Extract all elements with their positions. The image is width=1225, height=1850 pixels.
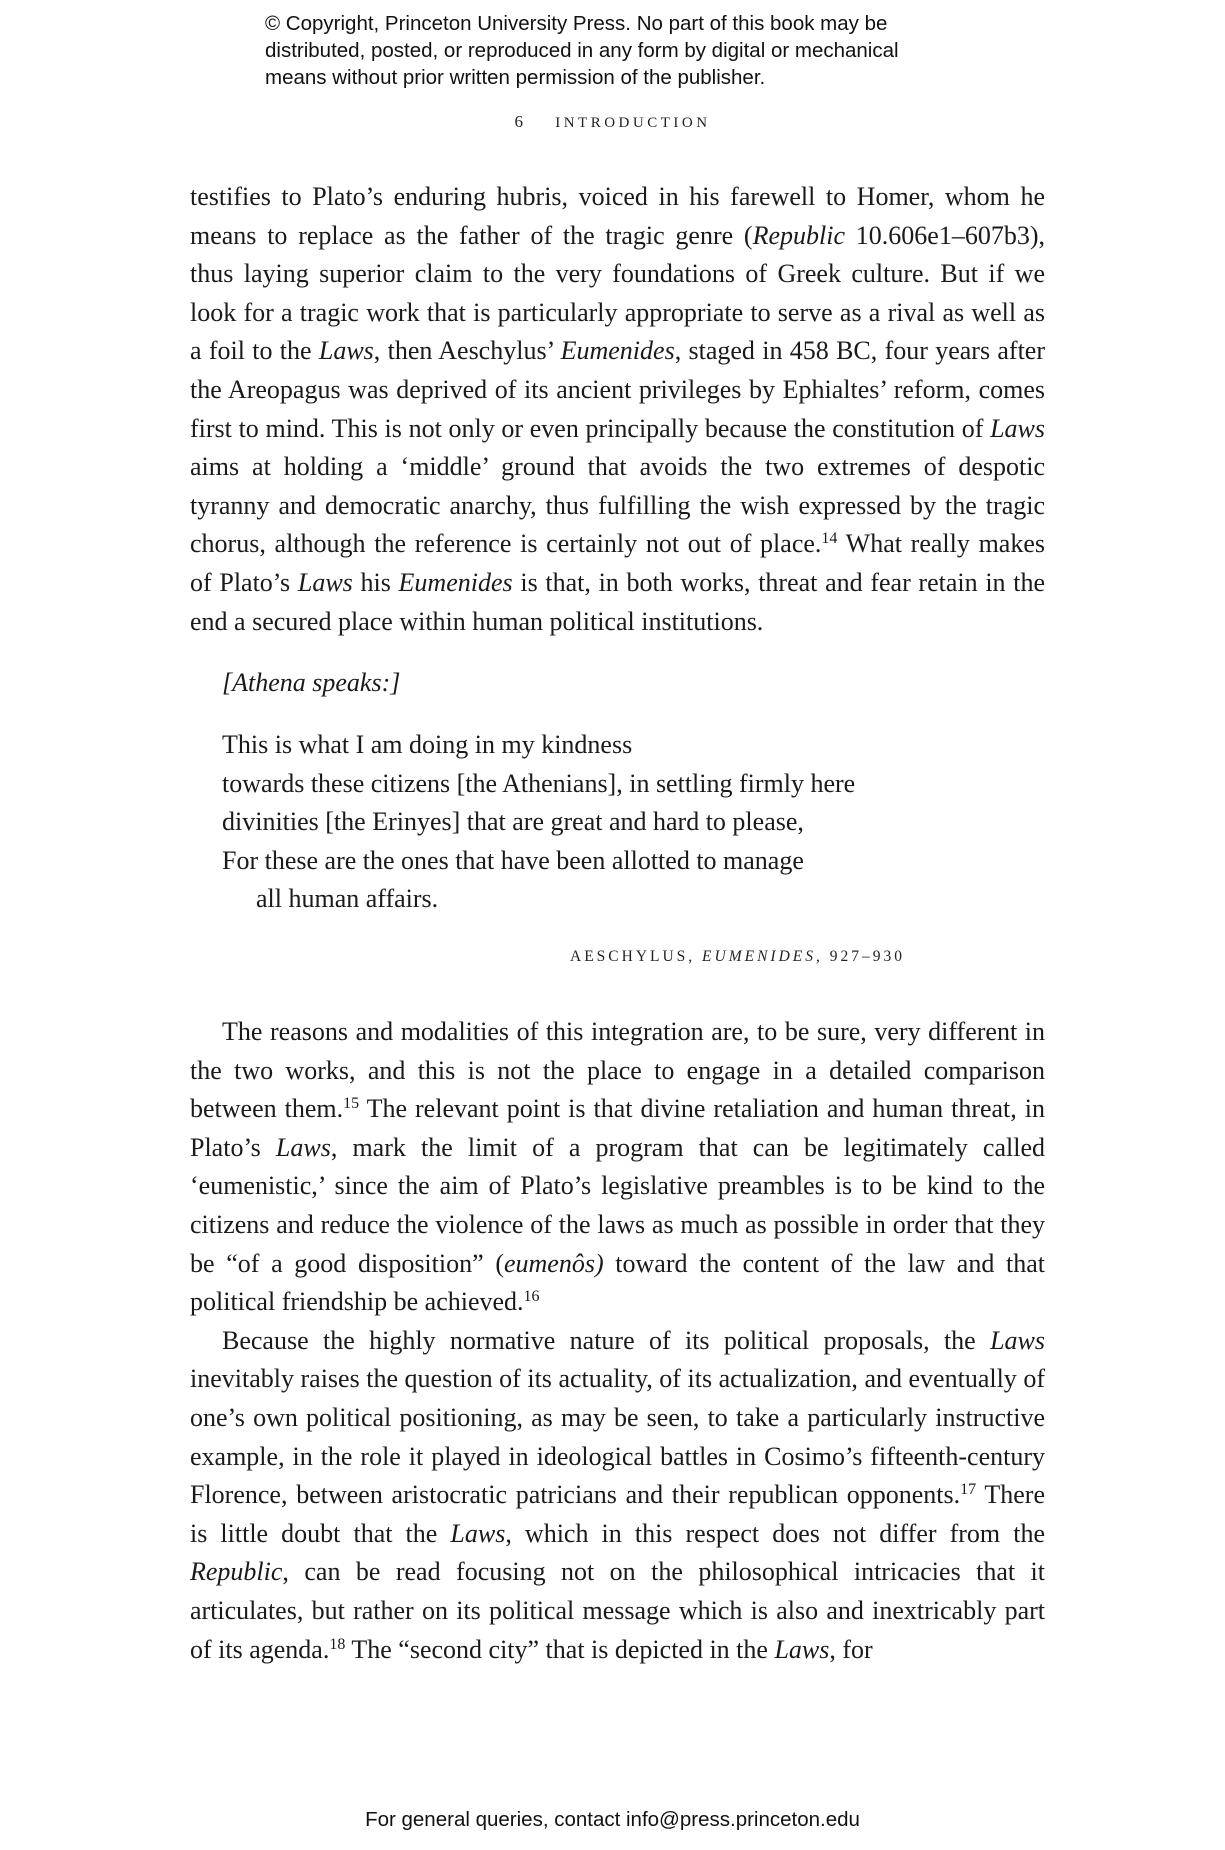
italic-run: Eumenides <box>398 567 513 597</box>
text-run: The “second city” that is depicted in the <box>345 1634 775 1664</box>
footnote-marker: 15 <box>343 1095 360 1113</box>
copyright-notice <box>265 10 985 91</box>
text-run: What really makes of Plato’s <box>190 529 1045 597</box>
quote-line: For these are the ones that have been allotted to manage <box>222 845 804 875</box>
quote-line: divinities [the Erinyes] that are great and hard to please, <box>222 807 804 837</box>
footnote-marker: 16 <box>523 1288 540 1306</box>
text-run: Because the highly normative nature of its political proposals, the <box>222 1325 991 1355</box>
italic-run: Laws <box>774 1634 830 1664</box>
text-run: testifies to Plato’s enduring hubris, voiced in his farewell to Homer, whom he means to replace as the father of the tragic genre ( <box>190 182 1045 250</box>
italic-run: Eumenides <box>560 336 675 366</box>
italic-run: Laws <box>990 1325 1045 1355</box>
attribution-lines: , 927–930 <box>816 948 905 965</box>
copyright-line: means without prior written permission of the publisher. <box>265 66 766 89</box>
text-run: , mark the limit of a program that can be legitimately called ‘eumenistic,’ since the aim of Plato’s legislative preambles is to be kind to the citizens and reduce the violence of the laws as much as possible in order that they be “of a good disposition” ( <box>190 1132 1045 1278</box>
italic-run: Laws <box>275 1132 331 1162</box>
paragraph-2 <box>190 1013 1045 1669</box>
text-run: aims at holding a ‘middle’ ground that avoids the two extremes of despotic tyranny and democratic anarchy, thus fulfilling the wish expressed by the tragic chorus, although the reference is certainly not out of place. <box>190 452 1045 559</box>
footnote-marker: 18 <box>329 1635 346 1653</box>
italic-run: Laws <box>297 567 353 597</box>
italic-run: Republic <box>190 1557 283 1587</box>
text-run: , can be read focusing not on the philosophical intricacies that it articulates, but rather on its political message which is also and inextricably part of its agenda. <box>190 1557 1045 1664</box>
text-run: There is little doubt that the <box>190 1480 1045 1548</box>
text-run: 10.606e1–607b3), thus laying superior claim to the very foundations of Greek culture. But if we look for a tragic work that is particularly appropriate to serve as a rival as well as a foil to the <box>190 220 1045 366</box>
footnote-marker: 17 <box>960 1481 977 1499</box>
text-run: The reasons and modalities of this integration are, to be sure, very different in the two works, and this is not the place to engage in a detailed comparison between them. <box>190 1017 1045 1124</box>
text-run: his <box>352 567 399 597</box>
page-number: 6 <box>514 112 526 131</box>
italic-run: Laws <box>318 336 374 366</box>
footnote-marker: 14 <box>821 530 838 548</box>
text-run: The relevant point is that divine retaliation and human threat, in Plato’s <box>190 1094 1045 1162</box>
copyright-line: distributed, posted, or reproduced in any form by digital or mechanical <box>265 39 899 62</box>
text-run: , then Aeschylus’ <box>373 336 561 366</box>
epigraph-speaker: [Athena speaks:] <box>222 668 401 697</box>
text-run: , which in this respect does not differ from the <box>505 1518 1045 1548</box>
text-run: is that, in both works, threat and fear retain in the end a secured place within human political institutions. <box>190 567 1046 636</box>
italic-run: Laws <box>450 1518 506 1548</box>
text-run: inevitably raises the question of its actuality, of its actualization, and eventually of one’s own political positioning, as may be seen, to take a particularly instructive example, in the role it played in ideological battles in Cosimo’s fifteenth-century Florence, between aristocratic patricians and their republican opponents. <box>190 1364 1045 1510</box>
italic-run: eumenôs) <box>503 1248 604 1278</box>
text-run: toward the content of the law and that political friendship be achieved. <box>190 1248 1045 1317</box>
attribution-author: AESCHYLUS, <box>570 948 696 965</box>
text-run: , for <box>829 1634 873 1664</box>
attribution-work: EUMENIDES <box>702 948 816 965</box>
italic-run: Laws <box>990 413 1045 443</box>
copyright-line: © Copyright, Princeton University Press. No part of this book may be <box>265 12 888 35</box>
quote-line: all human affairs. <box>256 884 439 914</box>
epigraph-quote <box>222 726 855 919</box>
quote-line: towards these citizens [the Athenians], in settling firmly here <box>222 768 856 798</box>
footer-contact: For general queries, contact info@press.princeton.edu <box>365 1808 860 1831</box>
paragraph-1 <box>190 178 1045 641</box>
italic-run: Republic <box>752 220 846 250</box>
paragraph-3 <box>190 1322 1045 1669</box>
epigraph-attribution <box>570 948 905 966</box>
text-run: , staged in 458 BC, four years after the Areopagus was deprived of its ancient privileges by Ephialtes’ reform, comes first to mind. This is not only or even principally because the constitution of <box>190 336 1045 443</box>
running-title: INTRODUCTION <box>555 115 711 131</box>
running-head <box>0 112 1225 132</box>
quote-line: This is what I am doing in my kindness <box>222 730 633 759</box>
